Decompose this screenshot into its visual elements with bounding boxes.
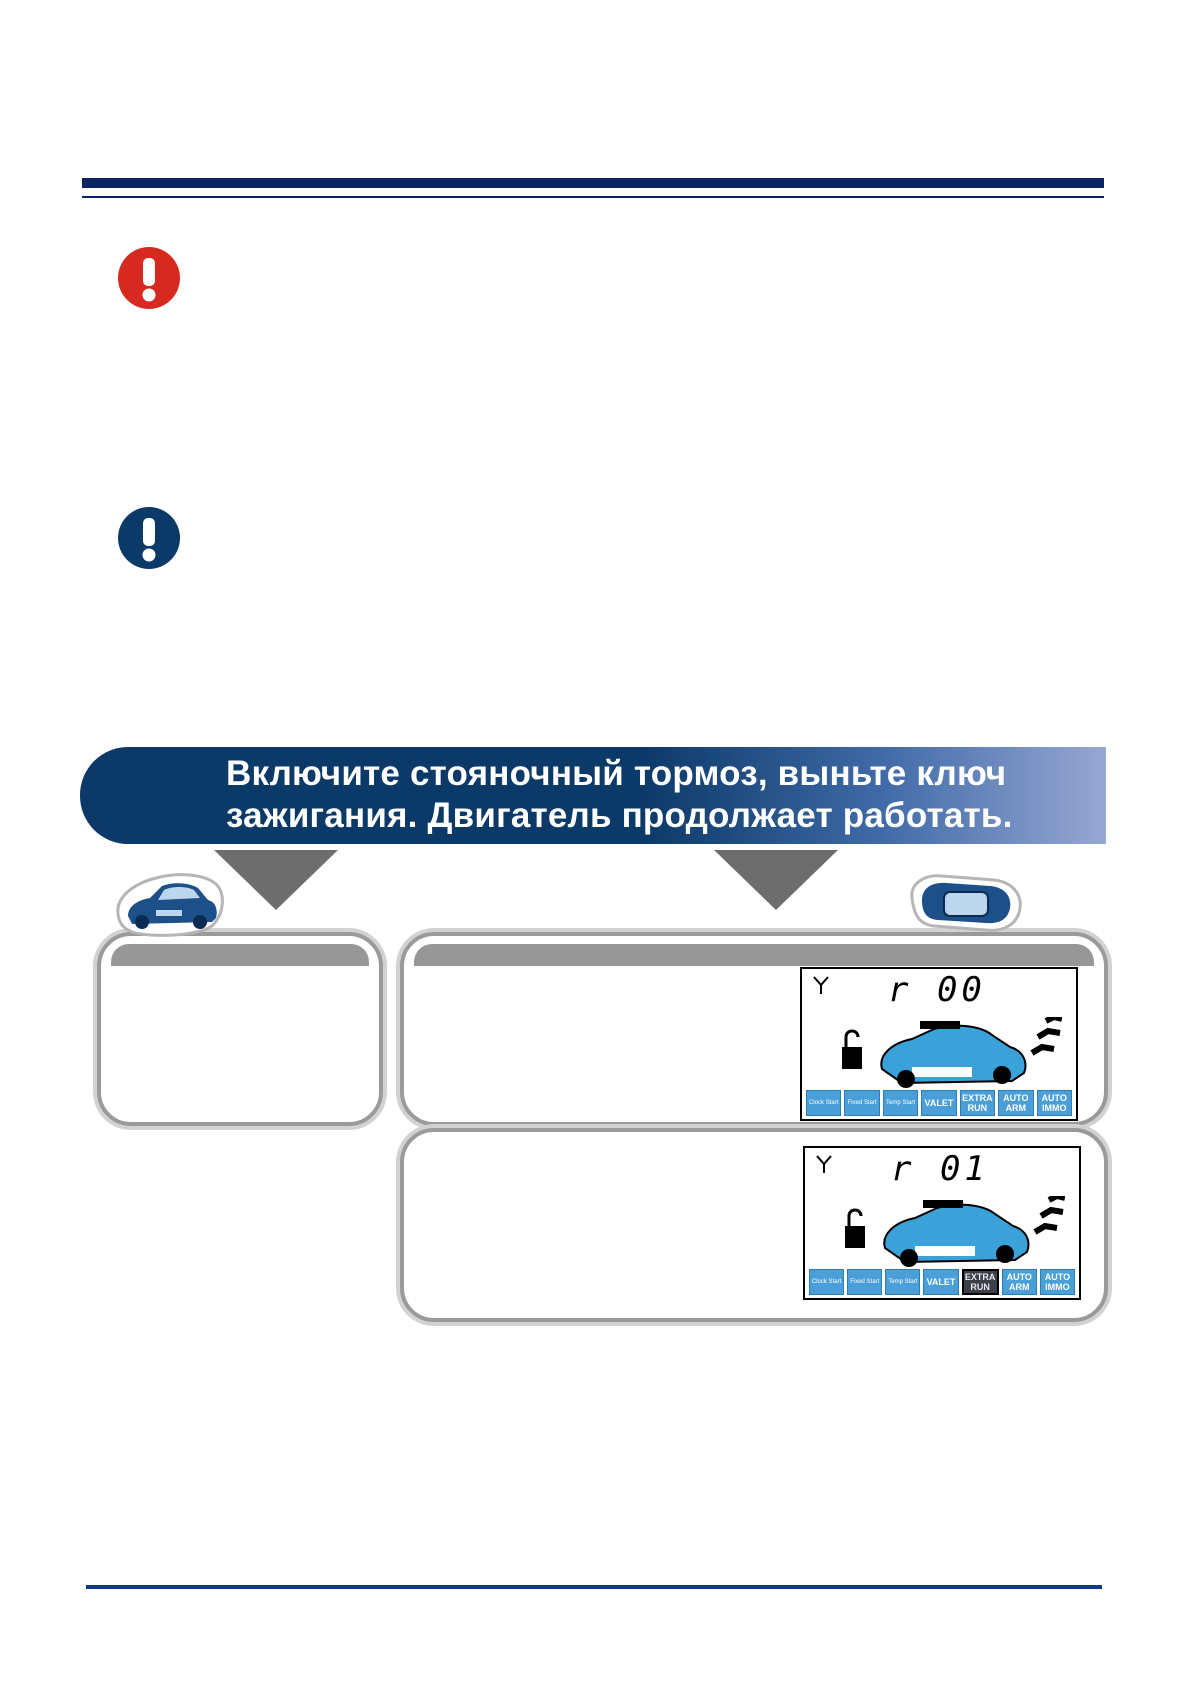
antenna-icon (812, 975, 830, 995)
car-status-icon (842, 1017, 1062, 1089)
auto-immo-indicator: AUTO IMMO (1040, 1269, 1075, 1295)
fixed-start-label: Fixed Start (850, 1278, 880, 1285)
header-rule-thin (82, 196, 1104, 198)
car-icon (112, 870, 228, 940)
auto-immo-indicator: AUTO IMMO (1037, 1090, 1072, 1116)
fixed-start-icon (844, 1090, 879, 1116)
temp-start-label: Temp Start (888, 1278, 918, 1285)
valet-indicator: VALET (923, 1269, 958, 1295)
lcd-screen (803, 1146, 1081, 1300)
extra-run-indicator: EXTRA RUN (962, 1269, 999, 1295)
arrow-down-icon (214, 850, 338, 910)
clock-start-icon (806, 1090, 841, 1116)
clock-start-icon (809, 1269, 844, 1295)
temp-start-icon (885, 1269, 920, 1295)
lcd-button-row (809, 1269, 1075, 1295)
antenna-icon (815, 1154, 833, 1174)
footer-rule (86, 1585, 1102, 1589)
exclamation-icon (116, 505, 182, 571)
temp-start-label: Temp Start (886, 1099, 916, 1106)
banner-text (226, 753, 1026, 837)
key-fob-icon (902, 868, 1026, 938)
panel-header (111, 944, 369, 966)
fixed-start-label: Fixed Start (847, 1099, 877, 1106)
banner-line-2: зажигания. Двигатель продолжает работать. (226, 796, 1013, 835)
panel-header (414, 944, 1094, 966)
lcd-code: r 01 (891, 1149, 989, 1189)
clock-start-label: Clock Start (809, 1099, 839, 1106)
header-rule-thick (82, 178, 1104, 188)
auto-arm-indicator: AUTO ARM (998, 1090, 1033, 1116)
valet-indicator: VALET (921, 1090, 956, 1116)
temp-start-icon (883, 1090, 918, 1116)
clock-start-label: Clock Start (811, 1278, 842, 1285)
car-panel (97, 932, 383, 1126)
car-status-icon (845, 1196, 1065, 1268)
arrow-down-icon (714, 850, 838, 910)
lcd-screen (800, 967, 1078, 1121)
auto-arm-indicator: AUTO ARM (1002, 1269, 1037, 1295)
banner-line-1: Включите стояночный тормоз, выньте ключ (226, 754, 1007, 793)
extra-run-indicator: EXTRA RUN (960, 1090, 995, 1116)
lcd-button-row (806, 1090, 1072, 1116)
lcd-code: r 00 (888, 970, 986, 1010)
exclamation-icon (116, 245, 182, 311)
fixed-start-icon (847, 1269, 882, 1295)
